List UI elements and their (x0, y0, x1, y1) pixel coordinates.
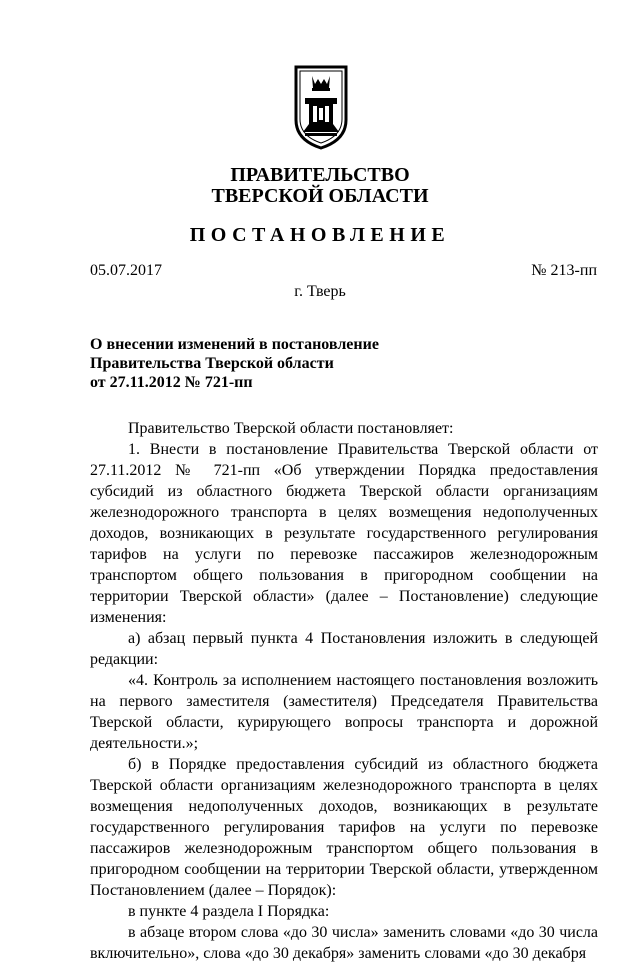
government-name-line-2: ТВЕРСКОЙ ОБЛАСТИ (211, 185, 429, 207)
body-paragraph-second-indent: в абзаце втором слова «до 30 числа» заменить словами «до 30 числа включительно», слова «до 30 декабря» заменить словами «до 30 декабря (90, 924, 598, 962)
body-paragraph-quote-4: «4. Контроль за исполнением настоящего постановления возложить на первого заместителя (заместителя) Председателя Правительства Тверской области, курирующего вопросы транспорта и дорожной деятельности.»; (90, 672, 598, 752)
document-number: № 213-пп (531, 262, 597, 279)
document-subject (90, 335, 379, 392)
body-paragraph-section-i: в пункте 4 раздела I Порядка: (128, 903, 330, 920)
government-name-line-1: ПРАВИТЕЛЬСТВО (230, 164, 410, 186)
document-city: г. Тверь (294, 283, 346, 300)
subject-line-1: О внесении изменений в постановление (90, 336, 379, 353)
subject-line-3: от 27.11.2012 № 721-пп (90, 374, 253, 391)
document-body (90, 418, 598, 964)
body-paragraph-resolves: Правительство Тверской области постановляет: (128, 420, 454, 437)
subject-line-2: Правительства Тверской области (90, 355, 334, 372)
document-type: ПОСТАНОВЛЕНИЕ (189, 224, 451, 246)
body-paragraph-item-b: б) в Порядке предоставления субсидий из областного бюджета Тверской области организациям железнодорожного транспорта в целях возмещения недополученных доходов, возникающих в результате государственного регулирования тарифов на услуги по перевозке пассажиров железнодорожным транспортом общего пользования в пригородном сообщении на территории Тверской области, утвержденном Постановлением (далее – Порядок): (90, 756, 598, 899)
document-date: 05.07.2017 (90, 262, 162, 279)
body-paragraph-item-1: 1. Внести в постановление Правительства Тверской области от 27.11.2012 № 721-пп «Об утверждении Порядка предоставления субсидий из областного бюджета Тверской области организациям железнодорожного транспорта в целях возмещения недополученных доходов, возникающих в результате государственного регулирования тарифов на услуги по перевозке пассажиров железнодорожным транспортом общего пользования в пригородном сообщении на территории Тверской области» (далее – Постановление) следующие изменения: (90, 441, 598, 626)
body-paragraph-item-a: а) абзац первый пункта 4 Постановления изложить в следующей редакции: (90, 630, 598, 668)
coat-of-arms-icon (293, 64, 349, 150)
